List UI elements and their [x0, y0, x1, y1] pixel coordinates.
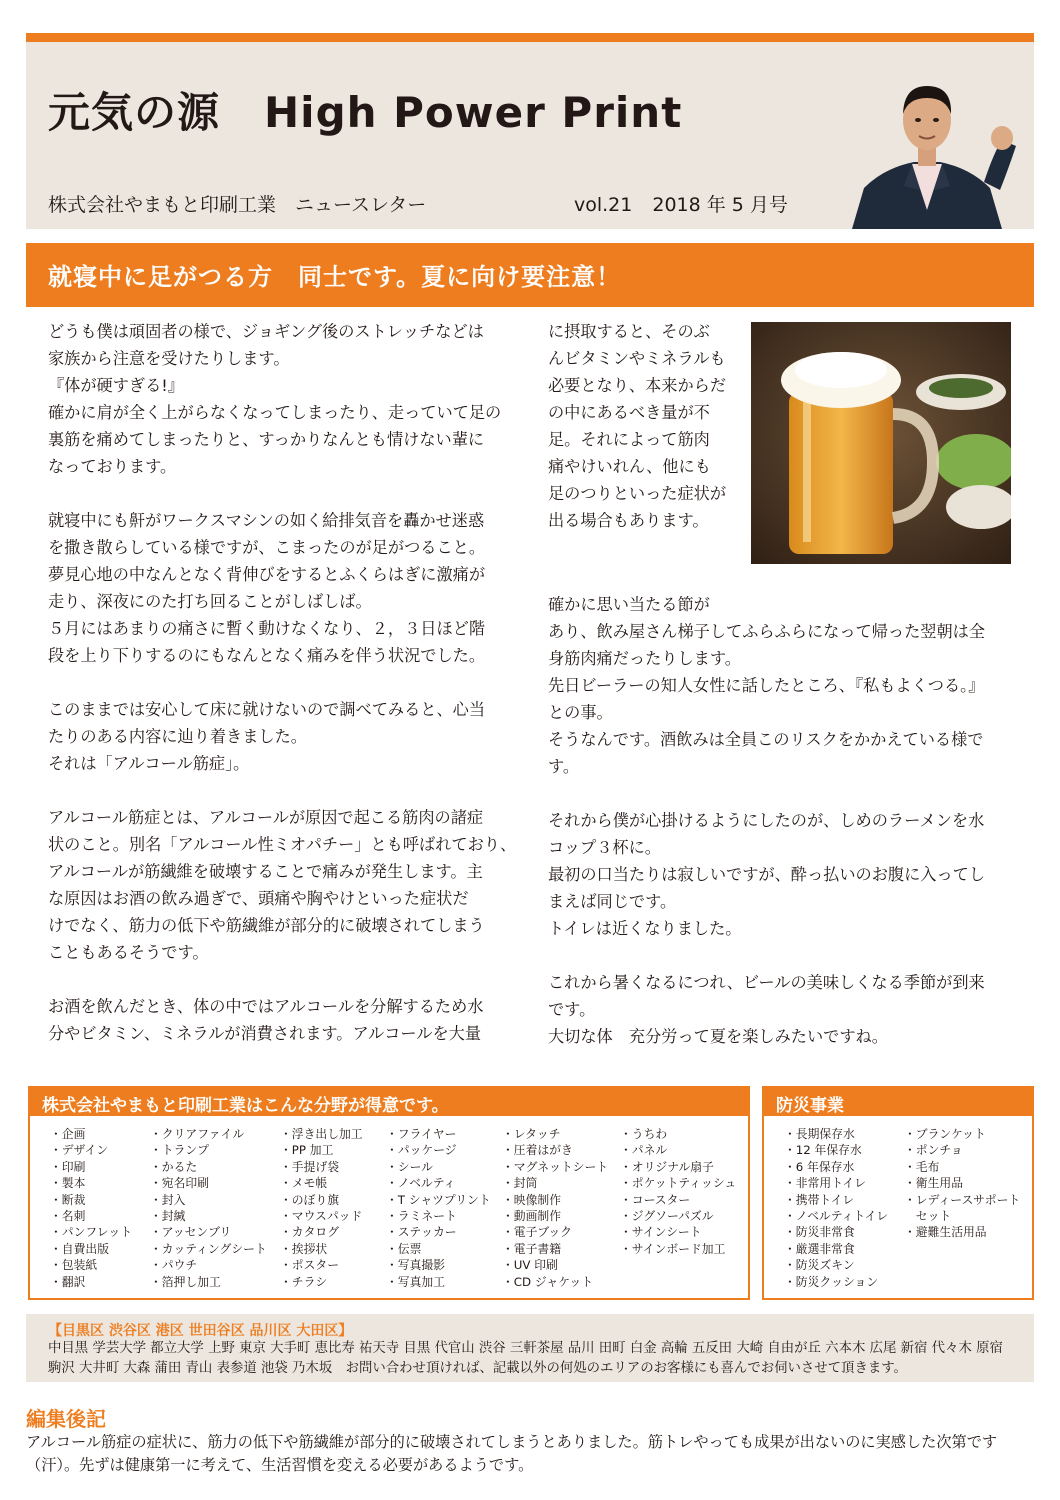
- service-item: ・ポスター: [280, 1258, 339, 1273]
- service-item: ・メモ帳: [280, 1176, 328, 1191]
- service-item: ・印刷: [50, 1159, 86, 1174]
- disaster-item: ・避難生活用品: [904, 1225, 987, 1240]
- article-paragraph: お酒を飲んだとき、体の中ではアルコールを分解するため水 分やビタミン、ミネラルが消費されます。アルコールを大量: [48, 997, 484, 1043]
- services-heading: 株式会社やまもと印刷工業はこんな分野が得意です。: [30, 1088, 748, 1116]
- disaster-prevention-column: [784, 1126, 888, 1290]
- service-item: ・電子書籍: [502, 1241, 561, 1256]
- volume-number: vol.21: [574, 194, 633, 216]
- service-item: ・T シャツプリント: [386, 1192, 491, 1207]
- article-left-column: [48, 318, 520, 1047]
- service-item: ・自費出版: [50, 1241, 109, 1256]
- newsletter-subtitle: 株式会社やまもと印刷工業 ニュースレター: [48, 194, 427, 216]
- service-item: ・レタッチ: [502, 1127, 561, 1141]
- service-item: ・UV 印刷: [502, 1258, 558, 1273]
- service-item: ・オリジナル扇子: [620, 1159, 714, 1174]
- service-item: ・箔押し加工: [150, 1274, 221, 1289]
- service-item: ・フライヤー: [386, 1127, 457, 1141]
- title-english: High Power Print: [264, 88, 683, 137]
- author-portrait: [834, 60, 1020, 229]
- service-item: ・トランプ: [150, 1143, 209, 1158]
- service-item: ・パンフレット: [50, 1225, 132, 1240]
- service-item: ・パッケージ: [386, 1143, 457, 1158]
- service-item: ・コースター: [620, 1192, 691, 1207]
- article-paragraph: どうも僕は頑固者の様で、ジョギング後のストレッチなどは 家族から注意を受けたりします。 『体が硬すぎる!』 確かに肩が全く上がらなくなってしまったり、走っていて足の 裏筋を痛めてしまったりと、すっかりなんとも情けない輩に なっております。: [48, 322, 502, 476]
- article-right-text: 確かに思い当たる節が あり、飲み屋さん梯子してふらふらになって帰った翌朝は全 身筋肉痛だったりします。 先日ビーラーの知人女性に話したところ、『私もよくつる。』 との事。 そうなんです。酒飲みは全員このリスクをかかえている様で す。 それから僕が心掛けるようにしたのが、しめのラーメンを水 コップ３杯に。 最初の口当たりは寂しいですが、酔っ払いのお腹に入ってし まえば同じです。 トイレは近くなりました。 これから暑くなるにつれ、ビールの美味しくなる季節が到来 です。 大切な体 充分労って夏を楽しみたいですね。: [548, 595, 986, 1046]
- services-column: [386, 1126, 491, 1290]
- services-box: [28, 1086, 750, 1300]
- headline-bar: [26, 243, 1034, 307]
- service-item: ・カタログ: [280, 1225, 339, 1240]
- services-column: [50, 1126, 132, 1290]
- beer-mug-photo: [751, 322, 1011, 564]
- services-column: [280, 1126, 363, 1290]
- disaster-item: ・防災クッション: [784, 1274, 879, 1289]
- disaster-item: ・長期保存水: [784, 1127, 855, 1141]
- article-right-top-text: に摂取すると、そのぶ んビタミンやミネラルも 必要となり、本来からだ の中にあるべき量が不 足。それによって筋肉 痛やけいれん、他にも 足のつりといった症状が 出る場合もあります。: [548, 322, 727, 530]
- disaster-item: ・厳選非常食: [784, 1241, 855, 1256]
- service-item: ・封入: [150, 1192, 186, 1207]
- disaster-item: ・レディースサポート: [904, 1192, 1021, 1207]
- service-item: ・手提げ袋: [280, 1159, 339, 1174]
- service-item: ・封筒: [502, 1176, 538, 1191]
- article-headline: 就寝中に足がつる方 同士です。夏に向け要注意！: [48, 263, 622, 291]
- disaster-item: ・携帯トイレ: [784, 1192, 855, 1207]
- disaster-item: ・ブランケット: [904, 1127, 986, 1141]
- service-item: ・PP 加工: [280, 1143, 334, 1158]
- service-item: ・ステッカー: [386, 1225, 457, 1240]
- editors-note-heading: 編集後記: [26, 1407, 106, 1431]
- service-area-heading: 【目黒区 渋谷区 港区 世田谷区 品川区 大田区】: [48, 1323, 353, 1339]
- service-item: ・包装紙: [50, 1258, 98, 1273]
- service-item: ・カッティングシート: [150, 1241, 267, 1256]
- service-item: ・写真撮影: [386, 1258, 445, 1273]
- service-item: ・断裁: [50, 1192, 86, 1207]
- service-item: ・シール: [386, 1159, 433, 1174]
- service-item: ・映像制作: [502, 1192, 561, 1207]
- service-item: ・デザイン: [50, 1143, 109, 1158]
- disaster-item: セット: [904, 1209, 952, 1224]
- service-item: ・浮き出し加工: [280, 1127, 363, 1141]
- issue-info: [574, 190, 788, 217]
- service-item: ・封緘: [150, 1209, 186, 1224]
- service-area-box: [26, 1314, 1034, 1382]
- service-item: ・ラミネート: [386, 1209, 457, 1224]
- service-item: ・伝票: [386, 1241, 422, 1256]
- service-item: ・電子ブック: [502, 1225, 572, 1240]
- title-japanese: 元気の源: [48, 88, 221, 137]
- service-item: ・マウスパッド: [280, 1209, 363, 1224]
- masthead: [26, 42, 1034, 229]
- service-item: ・かるた: [150, 1159, 198, 1174]
- editors-note-text: アルコール筋症の症状に、筋力の低下や筋繊維が部分的に破壊されてしまうとありました。筋トレやっても成果が出ないのに実感した次第です（汗）。先ずは健康第一に考えて、生活習慣を変える必要があるようです。: [26, 1433, 998, 1474]
- service-item: ・ポケットティッシュ: [620, 1176, 737, 1191]
- service-item: ・製本: [50, 1176, 86, 1191]
- newsletter-title: [48, 80, 682, 140]
- service-item: ・翻訳: [50, 1274, 86, 1289]
- article-paragraph: このままでは安心して床に就けないので調べてみると、心当 たりのある内容に辿り着きました。 それは「アルコール筋症」。: [48, 700, 486, 773]
- disaster-item: ・衛生用品: [904, 1176, 963, 1191]
- service-item: ・圧着はがき: [502, 1143, 573, 1158]
- disaster-prevention-box: [762, 1086, 1034, 1300]
- disaster-item: ・6 年保存水: [784, 1159, 855, 1174]
- service-item: ・写真加工: [386, 1274, 445, 1289]
- service-item: ・チラシ: [280, 1274, 328, 1289]
- service-item: ・うちわ: [620, 1127, 668, 1141]
- service-item: ・パウチ: [150, 1258, 198, 1273]
- service-item: ・クリアファイル: [150, 1127, 245, 1141]
- disaster-prevention-heading: 防災事業: [764, 1088, 1032, 1116]
- disaster-item: ・12 年保存水: [784, 1143, 862, 1158]
- service-item: ・挨拶状: [280, 1241, 328, 1256]
- service-item: ・ジグソーパズル: [620, 1209, 714, 1224]
- article-paragraph: アルコール筋症とは、アルコールが原因で起こる筋肉の諸症 状のこと。別名「アルコール性ミオパチー」とも呼ばれており、 アルコールが筋繊維を破壊することで痛みが発生します。主 な原因はお酒の飲み過ぎで、頭痛や胸やけといった症状だ けでなく、筋力の低下や筋繊維が部分的に破壊されてしまう こともあるそうです。: [48, 808, 517, 962]
- service-item: ・パネル: [620, 1143, 668, 1158]
- service-item: ・のぼり旗: [280, 1192, 339, 1207]
- service-item: ・サインシート: [620, 1225, 702, 1240]
- disaster-item: ・防災非常食: [784, 1225, 855, 1240]
- services-column: [150, 1126, 267, 1290]
- services-column: [620, 1126, 736, 1257]
- service-item: ・マグネットシート: [502, 1159, 609, 1174]
- disaster-item: ・毛布: [904, 1159, 940, 1174]
- top-accent-rule: [26, 33, 1034, 42]
- service-item: ・CD ジャケット: [502, 1274, 594, 1289]
- disaster-item: ・防災ズキン: [784, 1258, 855, 1273]
- service-area-text: 中目黒 学芸大学 都立大学 上野 東京 大手町 恵比寿 祐天寺 目黒 代官山 渋谷 三軒茶屋 品川 田町 白金 高輪 五反田 大崎 自由が丘 六本木 広尾 新宿 代々木 原宿 駒沢 大井町 大森 蒲田 青山 表参道 池袋 乃木坂 お問い合わせ頂ければ、記載以外の何処のエリアのお客様にも喜んでお伺いさせて頂きます。: [48, 1341, 1003, 1376]
- disaster-prevention-column: [904, 1126, 1020, 1241]
- service-item: ・ノベルティ: [386, 1176, 456, 1191]
- service-item: ・宛名印刷: [150, 1176, 209, 1191]
- disaster-item: ・ノベルティトイレ: [784, 1209, 889, 1224]
- disaster-item: ・ポンチョ: [904, 1143, 963, 1158]
- services-column: [502, 1126, 608, 1290]
- issue-date: 2018 年 5 月号: [652, 194, 788, 216]
- article-paragraph: 就寝中にも鼾がワークスマシンの如く給排気音を轟かせ迷惑 を撒き散らしている様ですが、こまったのが足がつること。 夢見心地の中なんとなく背伸びをするとふくらはぎに激痛が 走り、深夜にのた打ち回ることがしばしば。 ５月にはあまりの痛さに暫く動けなくなり、２，３日ほど階 段を上り下りするのにもなんとなく痛みを伴う状況でした。: [48, 511, 486, 665]
- service-item: ・名刺: [50, 1209, 86, 1224]
- service-item: ・サインボード加工: [620, 1241, 726, 1256]
- disaster-item: ・非常用トイレ: [784, 1176, 866, 1191]
- service-item: ・企画: [50, 1127, 86, 1141]
- service-item: ・動画制作: [502, 1209, 561, 1224]
- service-item: ・アッセンブリ: [150, 1225, 232, 1240]
